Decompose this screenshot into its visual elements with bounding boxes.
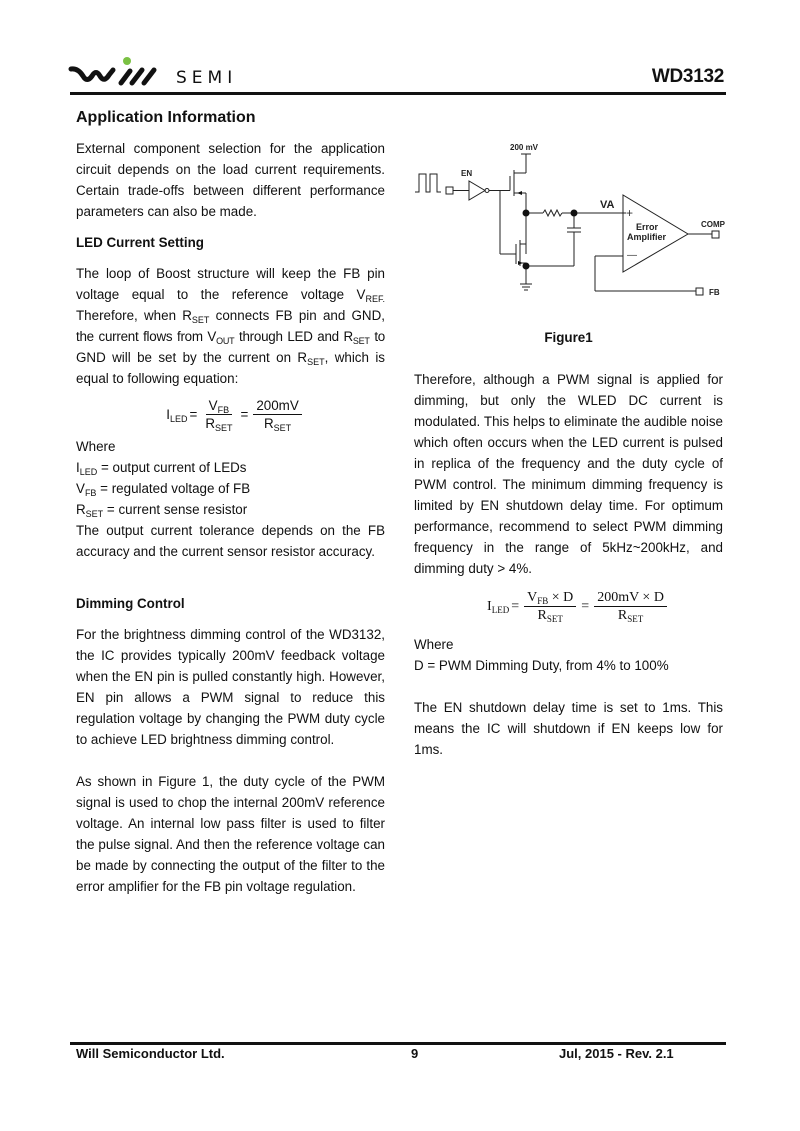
footer-divider bbox=[70, 1042, 726, 1045]
eq-fraction-1: $\frac{V_{FB} \times D}{R_{SET}}$ bbox=[524, 589, 576, 624]
led-current-paragraph: The loop of Boost structure will keep the FB pin voltage equal to the reference voltage $V_{REF.}$ Therefore, when $R_{SET}$ connects FB pin and GND, the current flows from $V_{OUT}$ through LED and $R_{SET}$ to GND will be set by the current on $R_{SET}$, which is equal to following equation: bbox=[76, 266, 386, 386]
junction-dot bbox=[523, 263, 530, 270]
definition-iled: $I_{LED}$ = output current of LEDs bbox=[76, 460, 247, 477]
tolerance-paragraph: The output current tolerance depends on the FB accuracy and the current sensor resistor accuracy. bbox=[76, 523, 385, 559]
logo-text: SEMI bbox=[176, 68, 238, 88]
led-current-equation: $I_{LED}$ = $\frac{V_{FB}}{R_{SET}}$ = $\frac{200mV}{R_{SET}}$ bbox=[86, 397, 385, 432]
company-logo bbox=[68, 56, 258, 90]
figure-1-circuit bbox=[410, 136, 740, 306]
header-divider bbox=[70, 92, 726, 95]
plus-sign: + bbox=[626, 206, 634, 220]
footer-revision: Jul, 2015 - Rev. 2.1 bbox=[559, 1046, 674, 1061]
section-title: Application Information bbox=[76, 109, 256, 126]
page-number: 9 bbox=[411, 1046, 419, 1061]
where-label: Where bbox=[76, 439, 116, 454]
pwm-current-equation: $I_{LED}$ = $\frac{V_{FB} \times D}{R_{SET}}$ = $\frac{200mV \times D}{R_{SET}}$ bbox=[434, 589, 723, 624]
footer-company: Will Semiconductor Ltd. bbox=[76, 1046, 225, 1061]
eq-fraction-2: $\frac{200mV \times D}{R_{SET}}$ bbox=[594, 589, 667, 624]
dimming-paragraph-2: As shown in Figure 1, the duty cycle of the PWM signal is used to chop the internal 200mV reference voltage. An internal low pass filter is used to filter the pulse signal. And then the reference voltage can be made by connecting the output of the filter to the error amplifier for the FB pin voltage regulation. bbox=[76, 774, 385, 894]
inverter-icon bbox=[469, 181, 485, 200]
pwm-paragraph: Therefore, although a PWM signal is applied for dimming, but only the WLED DC current is modulated. This helps to eliminate the audible noise which often occurs when the LED current is pulsed in replica of the frequency and the duty cycle of PWM control. The minimum dimming frequency is limited by EN shutdown delay time. For optimum performance, recommend to select PWM dimming frequency in the range of 5kHz~200kHz, and dimming duty > 4%. bbox=[414, 372, 723, 576]
where-label: Where bbox=[414, 637, 454, 652]
amp-label-line2: Amplifier bbox=[627, 232, 667, 242]
logo-dot-icon bbox=[123, 57, 131, 65]
resistor-icon bbox=[543, 210, 562, 216]
eq-fraction-1: $\frac{V_{FB}}{R_{SET}}$ bbox=[205, 398, 233, 433]
eq-lhs: $I_{LED}$ bbox=[166, 407, 188, 424]
junction-dot bbox=[523, 210, 530, 217]
minus-sign: — bbox=[627, 250, 637, 261]
definition-rset: $R_{SET}$ = current sense resistor bbox=[76, 502, 248, 519]
figure-caption: Figure1 bbox=[544, 330, 593, 345]
fb-label: FB bbox=[709, 288, 720, 297]
amp-label-line1: Error bbox=[636, 222, 659, 232]
intro-paragraph: External component selection for the application circuit depends on the load current requirements. Certain trade-offs between different performance parameters can also be made. bbox=[76, 141, 385, 219]
duty-definition: D = PWM Dimming Duty, from 4% to 100% bbox=[414, 658, 669, 673]
fb-pin bbox=[696, 288, 703, 295]
junction-dot bbox=[571, 210, 578, 217]
en-pin bbox=[446, 187, 453, 194]
va-label: VA bbox=[600, 199, 615, 211]
part-number: WD3132 bbox=[651, 66, 724, 87]
led-current-heading: LED Current Setting bbox=[76, 235, 204, 250]
eq-fraction-2: $\frac{200mV}{R_{SET}}$ bbox=[253, 397, 301, 432]
dimming-control-heading: Dimming Control bbox=[76, 596, 185, 611]
en-label: EN bbox=[461, 169, 473, 178]
left-column bbox=[76, 106, 385, 897]
pwm-waveform-icon bbox=[415, 174, 441, 192]
comp-label: COMP bbox=[701, 220, 725, 229]
dimming-paragraph-1: For the brightness dimming control of the WD3132, the IC provides typically 200mV feedback voltage when the EN pin is pulled constantly high. However, EN pin allows a PWM signal to reduce this regulation voltage by changing the PWM duty cycle to achieve LED brightness dimming control. bbox=[76, 627, 385, 747]
pwm-dimming-circuit-diagram bbox=[410, 136, 740, 306]
right-column bbox=[414, 369, 723, 760]
supply-label: 200 mV bbox=[510, 143, 539, 152]
will-logo-icon bbox=[68, 56, 178, 90]
definition-vfb: $V_{FB}$ = regulated voltage of FB bbox=[76, 481, 251, 498]
comp-pin bbox=[712, 231, 719, 238]
shutdown-paragraph: The EN shutdown delay time is set to 1ms. This means the IC will shutdown if EN keeps low for 1ms. bbox=[414, 700, 723, 757]
